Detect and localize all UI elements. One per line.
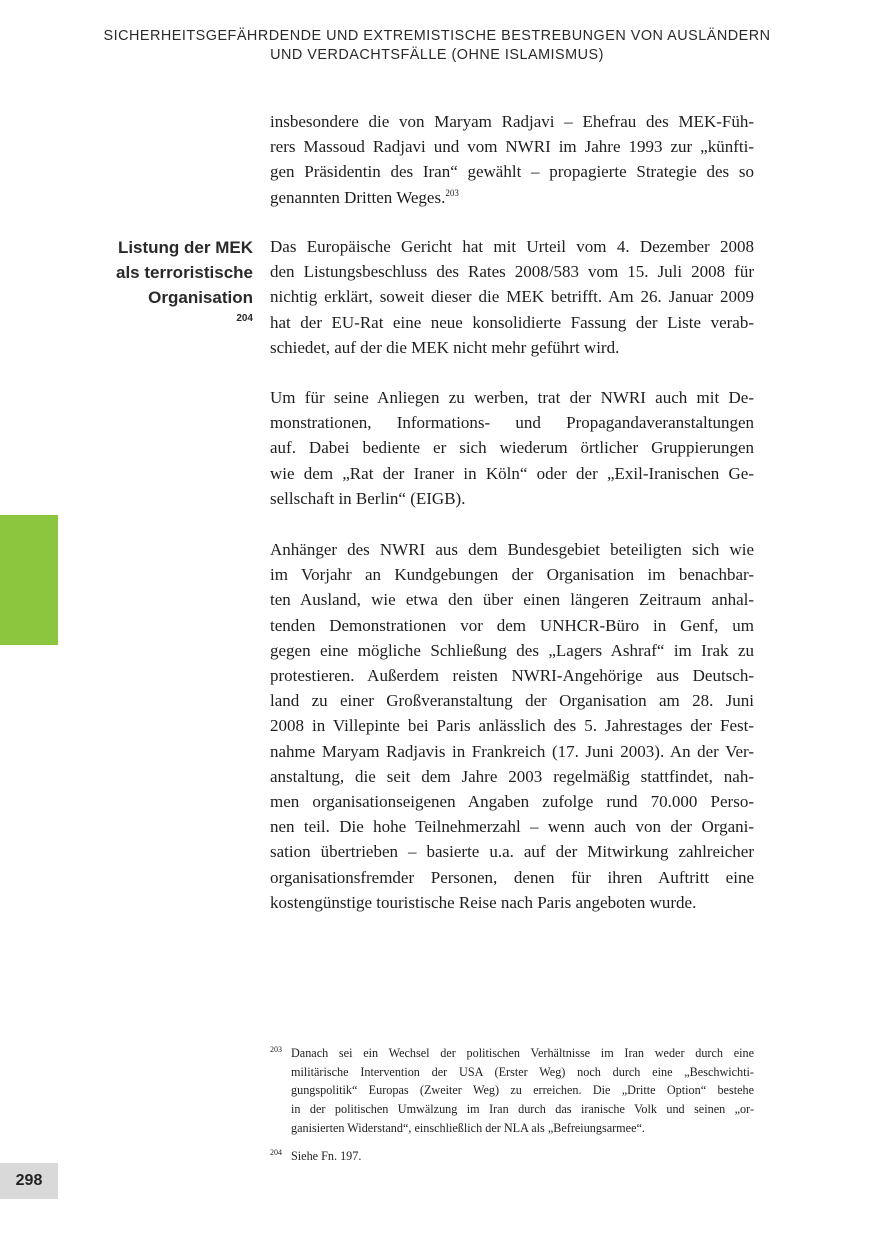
page-number: 298 [0,1163,58,1199]
paragraph-3 [270,385,754,511]
text-line: rers Massoud Radjavi und vom NWRI im Jahre 1993 zur „künfti- [270,137,754,157]
text-line: im Vorjahr an Kundgebungen der Organisation im benachbar- [270,565,754,585]
paragraph-2 [270,234,754,360]
text-line: hat der EU-Rat eine neue konsolidierte Fassung der Liste verab- [270,312,754,332]
text-line: gen Präsidentin des Iran“ gewählt – propagierte Strategie des so [270,162,754,182]
text-line: Anhänger des NWRI aus dem Bundesgebiet beteiligten sich wie [270,540,754,559]
footnote-line: gungspolitik“ Europas (Zweiter Weg) zu erreichen. Die „Dritte Option“ bestehe [291,1083,754,1098]
footnote-number: 204 [270,1147,282,1157]
text-line-with-footnote [270,185,754,210]
text-line: land zu einer Großveranstaltung der Organisation am 28. Juni [270,691,754,711]
margin-heading [60,235,253,335]
paragraph-4 [270,537,754,915]
margin-heading-line-1: Listung der MEK [117,238,253,257]
text-line: sation übertrieben – basierte u.a. auf der Mitwirkung zahlreicher [270,842,754,862]
footnotes [270,1044,754,1165]
text-line: ten Ausland, wie etwa den über einen längeren Zeitraum anhal- [270,590,754,610]
footnote-line: Danach sei ein Wechsel der politischen Verhältnisse im Iran weder durch eine [291,1046,754,1060]
text-line: monstrationen, Informations- und Propagandaveranstaltungen [270,413,754,433]
footnote-number: 203 [270,1045,282,1054]
section-color-tab [0,515,58,645]
text-line: insbesondere die von Maryam Radjavi – Ehefrau des MEK-Füh- [270,112,754,131]
footnote-line: ganisierten Widerstand“, einschließlich der NLA als „Befreiungsarmee“. [291,1120,645,1135]
footnote-line: in der politischen Umwälzung im Iran durch das iranische Volk und seinen „or- [291,1102,754,1117]
margin-heading-line-2: als terroristische [115,263,253,282]
footnote-line: Siehe Fn. 197. [291,1148,362,1163]
text-line: nen teil. Die hohe Teilnehmerzahl – wenn auch von der Organi- [270,817,754,837]
text-line: schiedet, auf der die MEK nicht mehr geführt wird. [270,337,620,357]
footnote-204 [270,1147,754,1166]
text-line: auf. Dabei bediente er sich wiederum örtlicher Gruppierungen [270,438,754,458]
text-line: gegen eine mögliche Schließung des „Lagers Ashraf“ im Irak zu [270,640,754,660]
text-line: Das Europäische Gericht hat mit Urteil vom 4. Dezember 2008 [270,237,754,256]
text-line: tenden Demonstrationen vor dem UNHCR-Büro in Genf, um [270,615,754,635]
running-header [60,27,814,65]
text-line: organisationsfremder Personen, denen für ihren Auftritt eine [270,867,754,887]
paragraph-1 [270,109,754,210]
text-line: 2008 in Villepinte bei Paris anlässlich des 5. Jahrestages der Fest- [270,716,754,736]
text-line-content: genannten Dritten Weges. [270,187,446,207]
running-header-line-2: UND VERDACHTSFÄLLE (OHNE ISLAMISMUS) [270,47,604,63]
margin-heading-line-3-text: Organisation [148,288,253,307]
text-line: protestieren. Außerdem reisten NWRI-Angehörige aus Deutsch- [270,666,754,686]
footnote-reference-204: 204 [236,313,253,324]
margin-heading-line-3 [60,285,253,335]
text-line: nahme Maryam Radjavis in Frankreich (17. Juni 2003). An der Ver- [270,741,754,761]
text-line: sellschaft in Berlin“ (EIGB). [270,488,466,508]
text-line: den Listungsbeschluss des Rates 2008/583 vom 15. Juli 2008 für [270,262,754,282]
running-header-line-1: SICHERHEITSGEFÄHRDENDE UND EXTREMISTISCHE BESTREBUNGEN VON AUSLÄNDERN [103,28,771,44]
footnote-reference-203: 203 [445,187,459,198]
text-line: Um für seine Anliegen zu werben, trat der NWRI auch mit De- [270,388,754,407]
footnote-line: militärische Intervention der USA (Erster Weg) noch durch eine „Beschwichti- [291,1064,754,1079]
text-line: kostengünstige touristische Reise nach Paris angeboten wurde. [270,892,697,912]
text-line: nichtig erklärt, soweit dieser die MEK betrifft. Am 26. Januar 2009 [270,287,754,307]
text-line: men organisationseigenen Angaben zufolge rund 70.000 Perso- [270,792,754,812]
text-line: wie dem „Rat der Iraner in Köln“ oder der „Exil-Iranischen Ge- [270,463,754,483]
footnote-203 [270,1044,754,1138]
text-line: anstaltung, die seit dem Jahre 2003 regelmäßig stattfindet, nah- [270,766,754,786]
